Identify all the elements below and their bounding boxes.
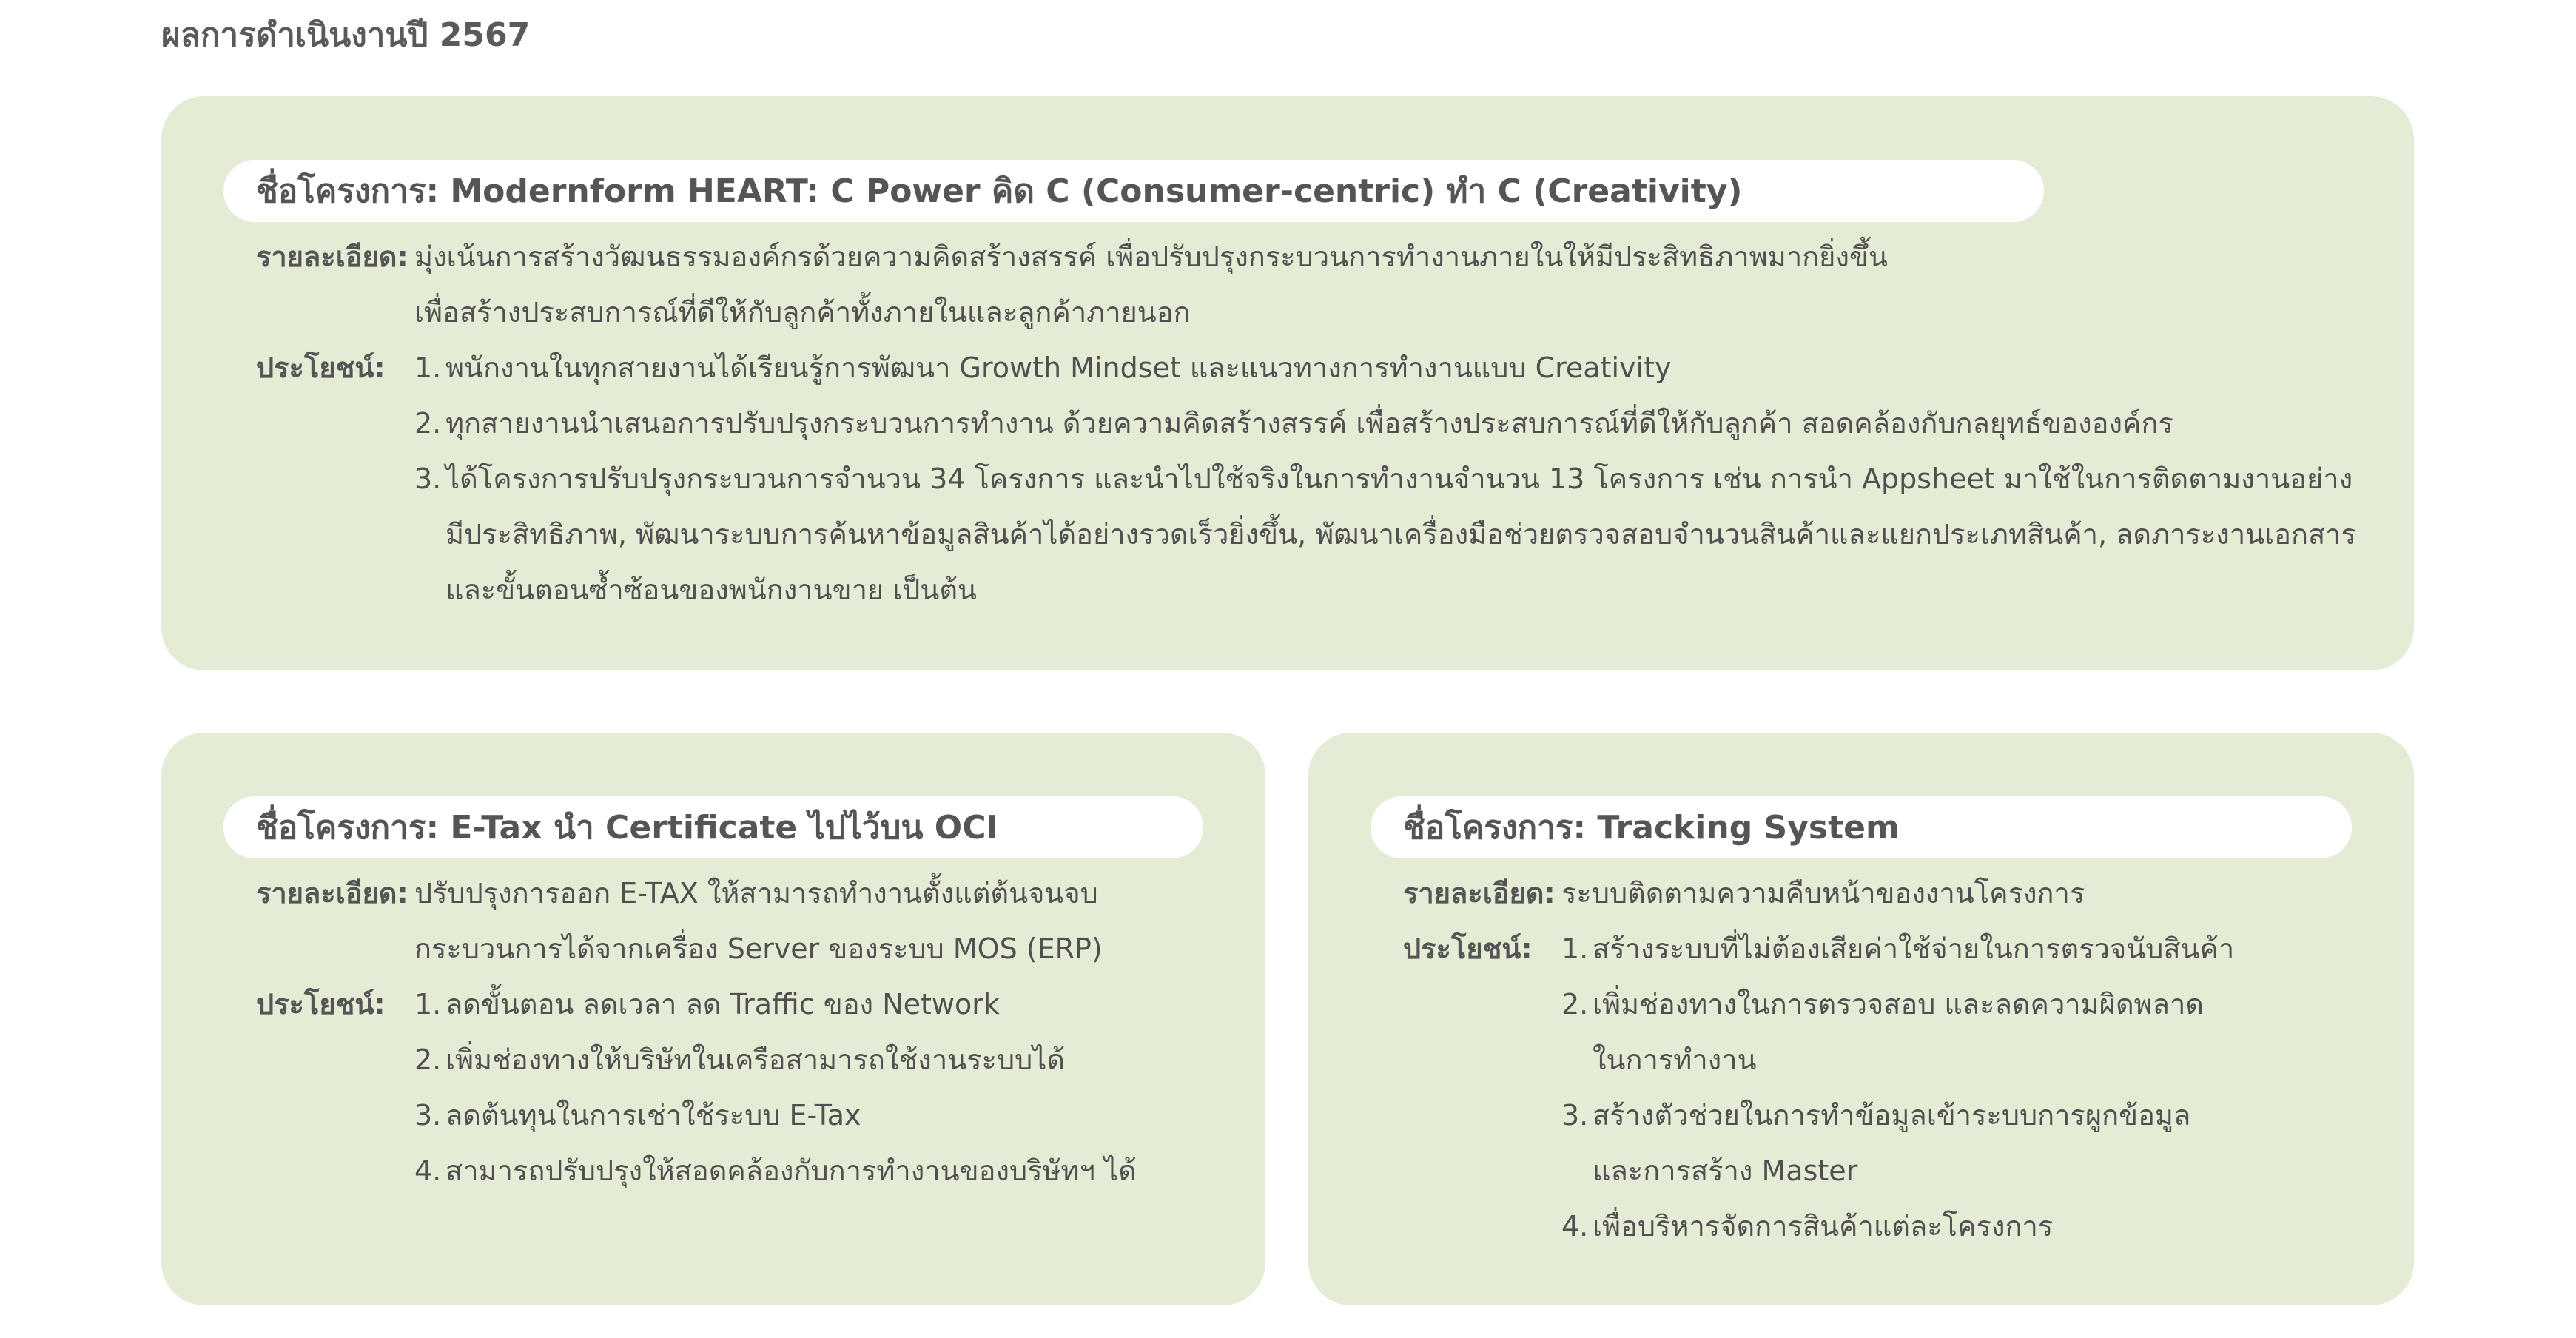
benefit-item	[414, 1088, 1137, 1143]
benefit-line: และขั้นตอนซ้ำซ้อนของพนักงานขาย เป็นต้น	[445, 574, 977, 606]
benefit-item	[414, 977, 1137, 1032]
benefit-line: พนักงานในทุกสายงานได้เรียนรู้การพัฒนา Growth Mindset และแนวทางการทำงานแบบ Creativity	[445, 352, 1672, 384]
benefit-number: 3.	[1561, 1099, 1589, 1132]
project-title: ชื่อโครงการ: Modernform HEART: C Power คิด C (Consumer-centric) ทำ C (Creativity)	[223, 160, 2044, 222]
detail-row	[256, 866, 1137, 977]
detail-text	[414, 229, 1888, 340]
benefit-line: สร้างตัวช่วยในการทำข้อมูลเข้าระบบการผูกข้อมูล	[1593, 1099, 2191, 1132]
benefit-number: 1.	[414, 988, 442, 1021]
detail-text	[1561, 866, 2085, 921]
project-card-modernform-heart	[161, 96, 2414, 670]
benefit-row	[1403, 921, 2234, 1254]
benefit-text	[445, 1032, 1065, 1088]
benefit-number: 1.	[1561, 932, 1589, 965]
benefit-text	[1593, 1199, 2053, 1254]
benefit-line: ทุกสายงานนำเสนอการปรับปรุงกระบวนการทำงาน ด้วยความคิดสร้างสรรค์ เพื่อสร้างประสบการณ์ที่ดีให้กับลูกค้า สอดคล้องกับกลยุทธ์ขององค์กร	[445, 407, 2173, 440]
detail-label: รายละเอียด:	[1403, 877, 1556, 910]
detail-line: เพื่อสร้างประสบการณ์ที่ดีให้กับลูกค้าทั้งภายในและลูกค้าภายนอก	[414, 296, 1191, 329]
detail-row	[1403, 866, 2234, 921]
detail-line: ปรับปรุงการออก E-TAX ให้สามารถทำงานตั้งแต่ต้นจนจบ	[414, 877, 1098, 910]
benefit-item	[1561, 1199, 2234, 1254]
benefit-row	[256, 340, 2356, 618]
benefit-item	[1561, 921, 2234, 977]
detail-label: รายละเอียด:	[256, 241, 408, 273]
benefit-text	[445, 396, 2173, 451]
benefit-line: ลดขั้นตอน ลดเวลา ลด Traffic ของ Network	[445, 988, 1000, 1021]
benefit-label: ประโยชน์:	[256, 988, 386, 1021]
project-body	[256, 866, 1137, 1199]
detail-text	[414, 866, 1103, 977]
benefit-list	[414, 340, 2356, 618]
benefit-number: 3.	[414, 463, 442, 495]
benefit-line: สร้างระบบที่ไม่ต้องเสียค่าใช้จ่ายในการตรวจนับสินค้า	[1593, 932, 2235, 965]
benefit-text	[445, 1088, 861, 1143]
benefit-text	[445, 340, 1672, 396]
detail-label: รายละเอียด:	[256, 877, 408, 910]
benefit-item	[414, 340, 2356, 396]
benefit-number: 3.	[414, 1099, 442, 1132]
page-title: ผลการดำเนินงานปี 2567	[161, 16, 531, 54]
benefit-item	[1561, 1088, 2234, 1199]
benefit-text	[445, 451, 2356, 618]
benefit-item	[1561, 977, 2234, 1088]
benefit-item	[414, 396, 2356, 451]
benefit-number: 2.	[1561, 988, 1589, 1021]
benefit-number: 1.	[414, 352, 442, 384]
benefit-text	[1593, 977, 2204, 1088]
benefit-text	[1593, 921, 2234, 977]
benefit-line: เพิ่มช่องทางให้บริษัทในเครือสามารถใช้งานระบบได้	[445, 1043, 1066, 1076]
benefit-label: ประโยชน์:	[1403, 932, 1533, 965]
benefit-text	[445, 1143, 1137, 1199]
benefit-line: ได้โครงการปรับปรุงกระบวนการจำนวน 34 โครงการ และนำไปใช้จริงในการทำงานจำนวน 13 โครงการ เช่น การนำ Appsheet มาใช้ในการติดตามงานอย่าง	[445, 463, 2353, 495]
benefit-item	[414, 1143, 1137, 1199]
project-card-etax	[161, 733, 1265, 1305]
project-card-tracking-system	[1308, 733, 2414, 1305]
detail-line: กระบวนการได้จากเครื่อง Server ของระบบ MOS (ERP)	[414, 932, 1103, 965]
benefit-number: 2.	[414, 407, 442, 440]
benefit-item	[414, 451, 2356, 618]
detail-row	[256, 229, 2356, 340]
project-title: ชื่อโครงการ: E-Tax นำ Certificate ไปไว้บน OCI	[223, 796, 1203, 858]
detail-line: ระบบติดตามความคืบหน้าของงานโครงการ	[1561, 877, 2085, 910]
benefit-text	[445, 977, 1000, 1032]
project-body	[1403, 866, 2234, 1254]
benefit-list	[414, 977, 1137, 1199]
benefit-text	[1593, 1088, 2190, 1199]
benefit-number: 4.	[1561, 1210, 1589, 1243]
benefit-line: ในการทำงาน	[1593, 1043, 1757, 1076]
benefit-row	[256, 977, 1137, 1199]
benefit-line: เพิ่มช่องทางในการตรวจสอบ และลดความผิดพลาด	[1593, 988, 2204, 1021]
benefit-line: ลดต้นทุนในการเช่าใช้ระบบ E-Tax	[445, 1099, 861, 1132]
project-title: ชื่อโครงการ: Tracking System	[1371, 796, 2352, 858]
benefit-number: 2.	[414, 1043, 442, 1076]
benefit-item	[414, 1032, 1137, 1088]
project-body	[256, 229, 2356, 618]
benefit-line: สามารถปรับปรุงให้สอดคล้องกับการทำงานของบริษัทฯ ได้	[445, 1154, 1137, 1187]
benefit-label: ประโยชน์:	[256, 352, 386, 384]
benefit-line: มีประสิทธิภาพ, พัฒนาระบบการค้นหาข้อมูลสินค้าได้อย่างรวดเร็วยิ่งขึ้น, พัฒนาเครื่องมือช่วยตรวจสอบจำนวนสินค้าและแยกประเภทสินค้า, ลดภาระงานเอกสาร	[445, 518, 2356, 551]
benefit-list	[1561, 921, 2234, 1254]
benefit-number: 4.	[414, 1154, 442, 1187]
benefit-line: เพื่อบริหารจัดการสินค้าแต่ละโครงการ	[1593, 1210, 2054, 1243]
detail-line: มุ่งเน้นการสร้างวัฒนธรรมองค์กรด้วยความคิดสร้างสรรค์ เพื่อปรับปรุงกระบวนการทำงานภายในให้มีประสิทธิภาพมากยิ่งขึ้น	[414, 241, 1888, 273]
benefit-line: และการสร้าง Master	[1593, 1154, 1858, 1187]
